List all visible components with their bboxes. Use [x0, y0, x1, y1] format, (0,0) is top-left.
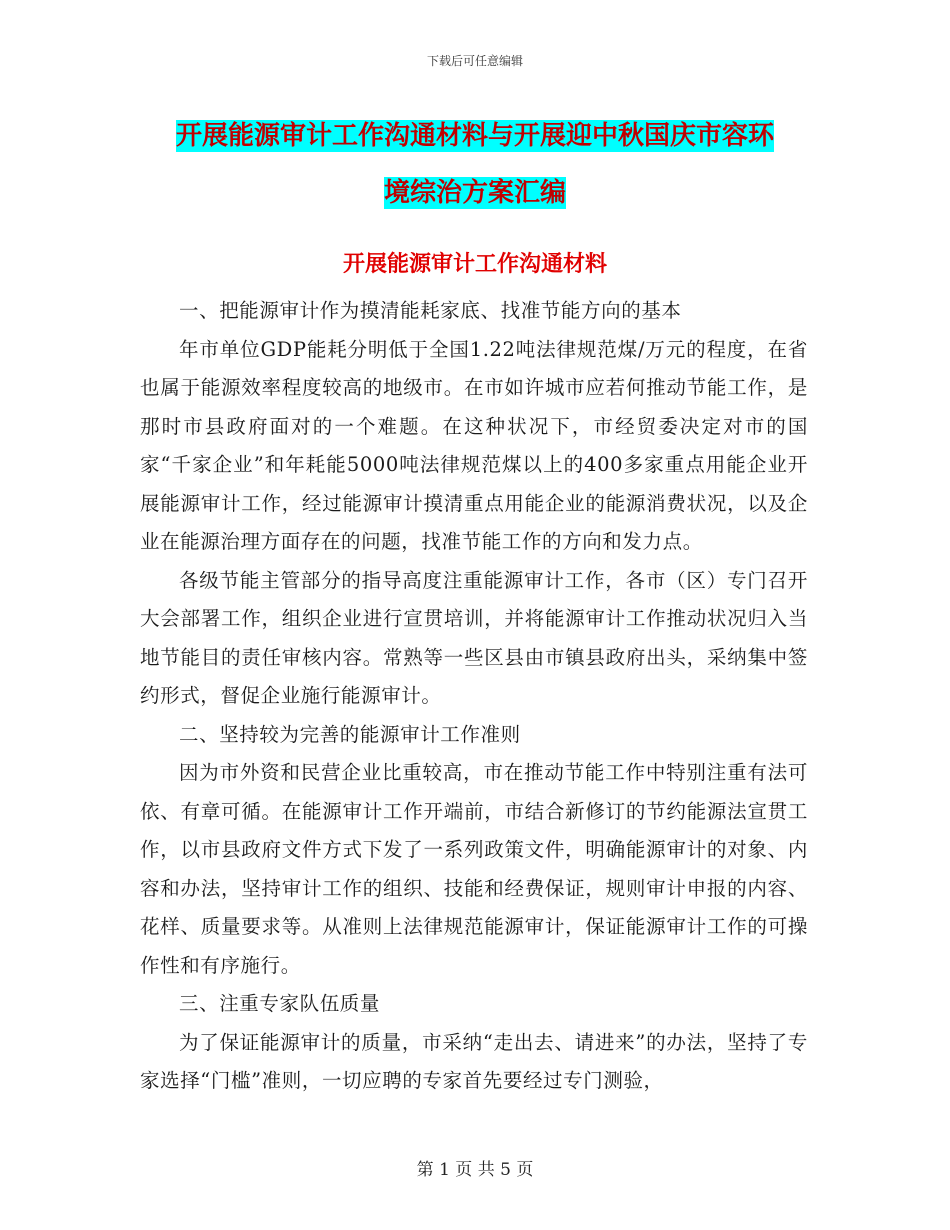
section-title: 开展能源审计工作沟通材料: [342, 252, 607, 277]
paragraph-heading-1: 一、把能源审计作为摸清能耗家底、找准节能方向的基本: [179, 299, 682, 322]
header-note: 下载后可任意编辑: [426, 54, 523, 68]
paragraph: 年市单位GDP能耗分明低于全国1.22吨法律规范煤/万元的程度，在省也属于能源效率程度较高的地级市。在市如许城市应若何推动节能工作，是那时市县政府面对的一个难题。在这种状况下，市经贸委决定对市的国家“千家企业”和年耗能5000吨法律规范煤以上的400多家重点用能企业开展能源审计工作，经过能源审计摸清重点用能企业的能源消费状况，以及企业在能源治理方面存在的问题，找准节能工作的方向和发力点。: [140, 337, 808, 553]
document-title-line-2: 境综治方案汇编: [383, 178, 566, 208]
paragraph: 为了保证能源审计的质量，市采纳“走出去、请进来”的办法，坚持了专家选择“门槛”准则，一切应聘的专家首先要经过专门测验，: [140, 1030, 808, 1092]
document-title-line-1: 开展能源审计工作沟通材料与开展迎中秋国庆市容环: [175, 121, 774, 151]
paragraph-heading-3: 三、注重专家队伍质量: [179, 992, 381, 1015]
paragraph: 各级节能主管部分的指导高度注重能源审计工作，各市（区）专门召开大会部署工作，组织企业进行宣贯培训，并将能源审计工作推动状况归入当地节能目的责任审核内容。常熟等一些区县由市镇县政府出头，采纳集中签约形式，督促企业施行能源审计。: [140, 568, 808, 707]
document-title: [140, 108, 810, 222]
paragraph: 因为市外资和民营企业比重较高，市在推动节能工作中特别注重有法可依、有章可循。在能源审计工作开端前，市结合新修订的节约能源法宣贯工作，以市县政府文件方式下发了一系列政策文件，明确能源审计的对象、内容和办法，坚持审计工作的组织、技能和经费保证，规则审计申报的内容、花样、质量要求等。从准则上法律规范能源审计，保证能源审计工作的可操作性和有序施行。: [140, 761, 808, 977]
paragraph-heading-2: 二、坚持较为完善的能源审计工作准则: [179, 722, 521, 746]
document-body: [140, 292, 808, 1101]
page-footer: 第 1 页 共 5 页: [416, 1160, 534, 1180]
